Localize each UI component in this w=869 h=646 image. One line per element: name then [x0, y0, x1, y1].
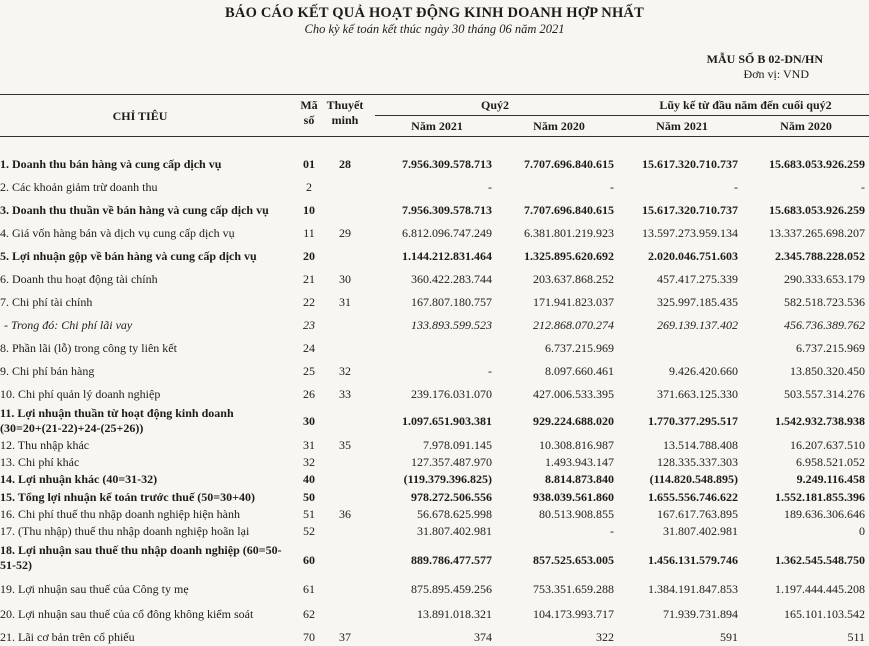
row-value-ytd-2020: 13.337.265.698.207	[769, 226, 865, 240]
row-label-line1: 11. Lợi nhuận thuần từ hoạt động kinh doanh	[0, 406, 234, 420]
report-title: BÁO CÁO KẾT QUẢ HOẠT ĐỘNG KINH DOANH HỢP NHẤT	[225, 5, 644, 21]
row-note: 35	[339, 438, 351, 452]
row-value-ytd-2020: 16.207.637.510	[790, 438, 865, 452]
row-label: 12. Thu nhập khác	[0, 438, 90, 452]
row-label: 8. Phần lãi (lỗ) trong công ty liên kết	[0, 341, 177, 355]
table-row	[0, 245, 869, 268]
header-luyke-2020: Năm 2020	[780, 119, 832, 133]
header-quy2-2021: Năm 2021	[411, 119, 463, 133]
row-code: 52	[303, 524, 315, 538]
header-top-rule	[0, 94, 869, 95]
row-value-q2-2021: 7.956.309.578.713	[402, 157, 492, 171]
row-value-ytd-2020: 1.362.545.548.750	[775, 553, 865, 567]
table-row	[0, 314, 869, 337]
table-row	[0, 291, 869, 314]
row-value-q2-2021: 875.895.459.256	[411, 582, 492, 596]
row-label: 16. Chi phí thuế thu nhập doanh nghiệp hiện hành	[0, 507, 240, 521]
row-code: 31	[303, 438, 315, 452]
row-value-ytd-2021: -	[734, 180, 738, 194]
row-value-q2-2020: 322	[596, 630, 614, 644]
table-row	[0, 578, 869, 601]
row-value-q2-2020: 104.173.993.717	[533, 607, 614, 621]
row-value-ytd-2021: 9.426.420.660	[669, 364, 738, 378]
header-luy-ke: Lũy kế từ đầu năm đến cuối quý2	[659, 98, 832, 112]
row-label: 5. Lợi nhuận gộp về bán hàng và cung cấp dịch vụ	[0, 249, 257, 263]
table-row	[0, 199, 869, 222]
row-value-q2-2021: 13.891.018.321	[417, 607, 492, 621]
row-code: 60	[303, 553, 315, 567]
row-value-ytd-2021: 15.617.320.710.737	[642, 203, 738, 217]
row-value-q2-2021: 133.893.599.523	[411, 318, 492, 332]
row-value-q2-2021: 1.144.212.831.464	[402, 249, 492, 263]
row-note: 37	[339, 630, 351, 644]
table-row	[0, 523, 869, 543]
row-value-q2-2020: 212.868.070.274	[533, 318, 614, 332]
row-code: 62	[303, 607, 315, 621]
header-so: số	[303, 113, 315, 127]
table-row	[0, 406, 869, 437]
row-label: 1. Doanh thu bán hàng và cung cấp dịch vụ	[0, 157, 222, 171]
row-value-q2-2021: 239.176.031.070	[411, 387, 492, 401]
row-label: 14. Lợi nhuận khác (40=31-32)	[0, 472, 158, 486]
header-chi-tieu: CHỈ TIÊU	[112, 109, 168, 123]
row-value-ytd-2020: -	[861, 180, 865, 194]
row-value-q2-2021: 7.978.091.145	[423, 438, 492, 452]
row-label: 3. Doanh thu thuần về bán hàng và cung cấp dịch vụ	[0, 203, 269, 217]
row-value-ytd-2021: 269.139.137.402	[657, 318, 738, 332]
row-note: 36	[339, 507, 351, 521]
row-value-q2-2021: 889.786.477.577	[411, 553, 492, 567]
row-value-q2-2020: 203.637.868.252	[533, 272, 614, 286]
row-value-ytd-2020: 9.249.116.458	[796, 472, 865, 486]
row-code: 2	[306, 180, 312, 194]
row-code: 51	[303, 507, 315, 521]
header-mid-rule	[375, 115, 869, 116]
row-value-ytd-2021: 1.770.377.295.517	[648, 414, 738, 428]
row-value-q2-2021: 360.422.283.744	[411, 272, 492, 286]
row-value-ytd-2020: 6.737.215.969	[796, 341, 865, 355]
row-label: 13. Chi phí khác	[0, 455, 80, 469]
row-label: 4. Giá vốn hàng bán và dịch vụ cung cấp dịch vụ	[0, 226, 235, 240]
header-thuyet: Thuyết	[326, 98, 364, 112]
row-value-ytd-2021: 591	[720, 630, 738, 644]
row-note: 33	[339, 387, 351, 401]
table-row	[0, 153, 869, 176]
table-row	[0, 222, 869, 245]
row-value-ytd-2020: 511	[847, 630, 865, 644]
row-value-q2-2020: 80.513.908.855	[539, 507, 614, 521]
row-value-q2-2020: 8.814.873.840	[545, 472, 614, 486]
row-value-q2-2020: 1.325.895.620.692	[524, 249, 614, 263]
row-code: 26	[303, 387, 315, 401]
row-value-q2-2020: 171.941.823.037	[533, 295, 614, 309]
row-value-q2-2020: 7.707.696.840.615	[524, 203, 614, 217]
row-value-ytd-2020: 503.557.314.276	[784, 387, 865, 401]
row-code: 11	[303, 226, 315, 240]
row-value-ytd-2020: 6.958.521.052	[796, 455, 865, 469]
table-row	[0, 454, 869, 471]
table-row	[0, 601, 869, 626]
row-label: 9. Chi phí bán hàng	[0, 364, 95, 378]
row-value-ytd-2021: 71.939.731.894	[663, 607, 738, 621]
row-label: 15. Tổng lợi nhuận kế toán trước thuế (50=30+40)	[0, 490, 255, 504]
row-value-q2-2021: -	[488, 364, 492, 378]
row-label: 10. Chi phí quản lý doanh nghiệp	[0, 387, 161, 401]
row-code: 22	[303, 295, 315, 309]
row-value-ytd-2020: 165.101.103.542	[784, 607, 865, 621]
row-value-q2-2020: 6.381.801.219.923	[524, 226, 614, 240]
report-subtitle: Cho kỳ kế toán kết thúc ngày 30 tháng 06 năm 2021	[304, 22, 565, 36]
table-row	[0, 176, 869, 199]
header-quy2: Quý2	[480, 98, 509, 112]
row-value-ytd-2021: 13.514.788.408	[663, 438, 738, 452]
row-value-ytd-2021: 128.335.337.303	[657, 455, 738, 469]
header-ma: Mã	[300, 98, 318, 112]
header-quy2-2020: Năm 2020	[533, 119, 585, 133]
table-row	[0, 383, 869, 406]
table-row	[0, 337, 869, 360]
row-value-q2-2020: 857.525.653.005	[533, 553, 614, 567]
row-code: 01	[303, 157, 315, 171]
row-value-ytd-2020: 0	[859, 524, 865, 538]
table-row	[0, 360, 869, 383]
row-value-q2-2021: 167.807.180.757	[411, 295, 492, 309]
form-code: MẪU SỐ B 02-DN/HN	[706, 52, 823, 66]
row-value-ytd-2021: 2.020.046.751.603	[648, 249, 738, 263]
row-value-ytd-2021: 13.597.273.959.134	[642, 226, 738, 240]
row-code: 10	[303, 203, 315, 217]
table-row	[0, 489, 869, 506]
row-note: 32	[339, 364, 351, 378]
row-label-line2: 51-52)	[0, 558, 32, 572]
row-value-q2-2020: 929.224.688.020	[533, 414, 614, 428]
row-value-ytd-2021: 31.807.402.981	[663, 524, 738, 538]
row-value-ytd-2021: 1.456.131.579.746	[648, 553, 738, 567]
row-label: - Trong đó: Chi phí lãi vay	[4, 318, 133, 332]
row-code: 70	[303, 630, 315, 644]
row-value-ytd-2020: 1.552.181.855.396	[775, 490, 865, 504]
row-value-ytd-2020: 2.345.788.228.052	[775, 249, 865, 263]
row-value-q2-2021: 6.812.096.747.249	[402, 226, 492, 240]
row-label-line2: (30=20+(21-22)+24-(25+26))	[0, 421, 144, 435]
row-value-q2-2021: 978.272.506.556	[411, 490, 492, 504]
row-code: 61	[303, 582, 315, 596]
row-value-q2-2020: 427.006.533.395	[533, 387, 614, 401]
row-value-q2-2020: 7.707.696.840.615	[524, 157, 614, 171]
row-value-ytd-2021: 325.997.185.435	[657, 295, 738, 309]
row-value-ytd-2020: 15.683.053.926.259	[769, 203, 865, 217]
row-value-q2-2020: 1.493.943.147	[545, 455, 614, 469]
row-note: 31	[339, 295, 351, 309]
row-value-ytd-2020: 456.736.389.762	[784, 318, 865, 332]
row-value-q2-2021: 56.678.625.998	[417, 507, 492, 521]
row-value-q2-2020: 753.351.659.288	[533, 582, 614, 596]
row-value-ytd-2021: 457.417.275.339	[657, 272, 738, 286]
row-value-q2-2021: 7.956.309.578.713	[402, 203, 492, 217]
table-row	[0, 471, 869, 489]
unit-label: Đơn vị: VND	[743, 67, 809, 81]
row-value-ytd-2020: 290.333.653.179	[784, 272, 865, 286]
header-luyke-2021: Năm 2021	[656, 119, 708, 133]
row-label: 2. Các khoản giảm trừ doanh thu	[0, 180, 158, 194]
table-row	[0, 268, 869, 291]
row-value-ytd-2020: 189.636.306.646	[784, 507, 865, 521]
row-label: 17. (Thu nhập) thuế thu nhập doanh nghiệp hoãn lại	[0, 524, 250, 538]
row-value-q2-2021: -	[488, 180, 492, 194]
row-code: 23	[303, 318, 315, 332]
row-value-q2-2020: 938.039.561.860	[533, 490, 614, 504]
header-minh: minh	[331, 113, 359, 127]
row-value-ytd-2021: 15.617.320.710.737	[642, 157, 738, 171]
income-statement-table	[0, 153, 869, 646]
row-value-ytd-2020: 1.542.932.738.938	[775, 414, 865, 428]
row-value-q2-2021: 127.357.487.970	[411, 455, 492, 469]
row-value-q2-2021: (119.379.396.825)	[403, 472, 492, 486]
table-row	[0, 437, 869, 454]
row-value-q2-2020: 10.308.816.987	[539, 438, 614, 452]
row-label: 21. Lãi cơ bản trên cổ phiếu	[0, 630, 135, 644]
table-row	[0, 506, 869, 523]
table-row	[0, 543, 869, 578]
row-label-line1: 18. Lợi nhuận sau thuế thu nhập doanh nghiệp (60=50-	[0, 543, 282, 557]
header-bottom-rule	[0, 136, 869, 137]
row-code: 21	[303, 272, 315, 286]
row-value-ytd-2020: 1.197.444.445.208	[775, 582, 865, 596]
row-label: 6. Doanh thu hoạt động tài chính	[0, 272, 158, 286]
row-code: 50	[303, 490, 315, 504]
row-value-ytd-2021: 167.617.763.895	[657, 507, 738, 521]
row-value-q2-2020: -	[610, 524, 614, 538]
row-value-q2-2020: 6.737.215.969	[545, 341, 614, 355]
row-value-ytd-2020: 15.683.053.926.259	[769, 157, 865, 171]
row-label: 20. Lợi nhuận sau thuế của cổ đông không kiểm soát	[0, 607, 254, 621]
row-code: 40	[303, 472, 315, 486]
table-row	[0, 626, 869, 646]
row-value-q2-2021: 374	[474, 630, 492, 644]
row-label: 7. Chi phí tài chính	[0, 295, 93, 309]
row-value-q2-2021: 31.807.402.981	[417, 524, 492, 538]
row-note: 28	[339, 157, 351, 171]
row-value-q2-2020: -	[610, 180, 614, 194]
row-note: 29	[339, 226, 351, 240]
row-label	[0, 543, 282, 573]
row-value-ytd-2021: 1.384.191.847.853	[648, 582, 738, 596]
row-code: 24	[303, 341, 315, 355]
row-code: 30	[303, 414, 315, 428]
row-code: 20	[303, 249, 315, 263]
row-code: 25	[303, 364, 315, 378]
row-value-ytd-2020: 582.518.723.536	[784, 295, 865, 309]
row-note: 30	[339, 272, 351, 286]
row-value-ytd-2021: 371.663.125.330	[657, 387, 738, 401]
row-value-ytd-2021: 1.655.556.746.622	[648, 490, 738, 504]
row-code: 32	[303, 455, 315, 469]
row-value-q2-2020: 8.097.660.461	[545, 364, 614, 378]
row-label	[0, 406, 234, 436]
row-label: 19. Lợi nhuận sau thuế của Công ty mẹ	[0, 582, 189, 596]
row-value-q2-2021: 1.097.651.903.381	[402, 414, 492, 428]
row-value-ytd-2021: (114.820.548.895)	[649, 472, 738, 486]
row-value-ytd-2020: 13.850.320.450	[790, 364, 865, 378]
